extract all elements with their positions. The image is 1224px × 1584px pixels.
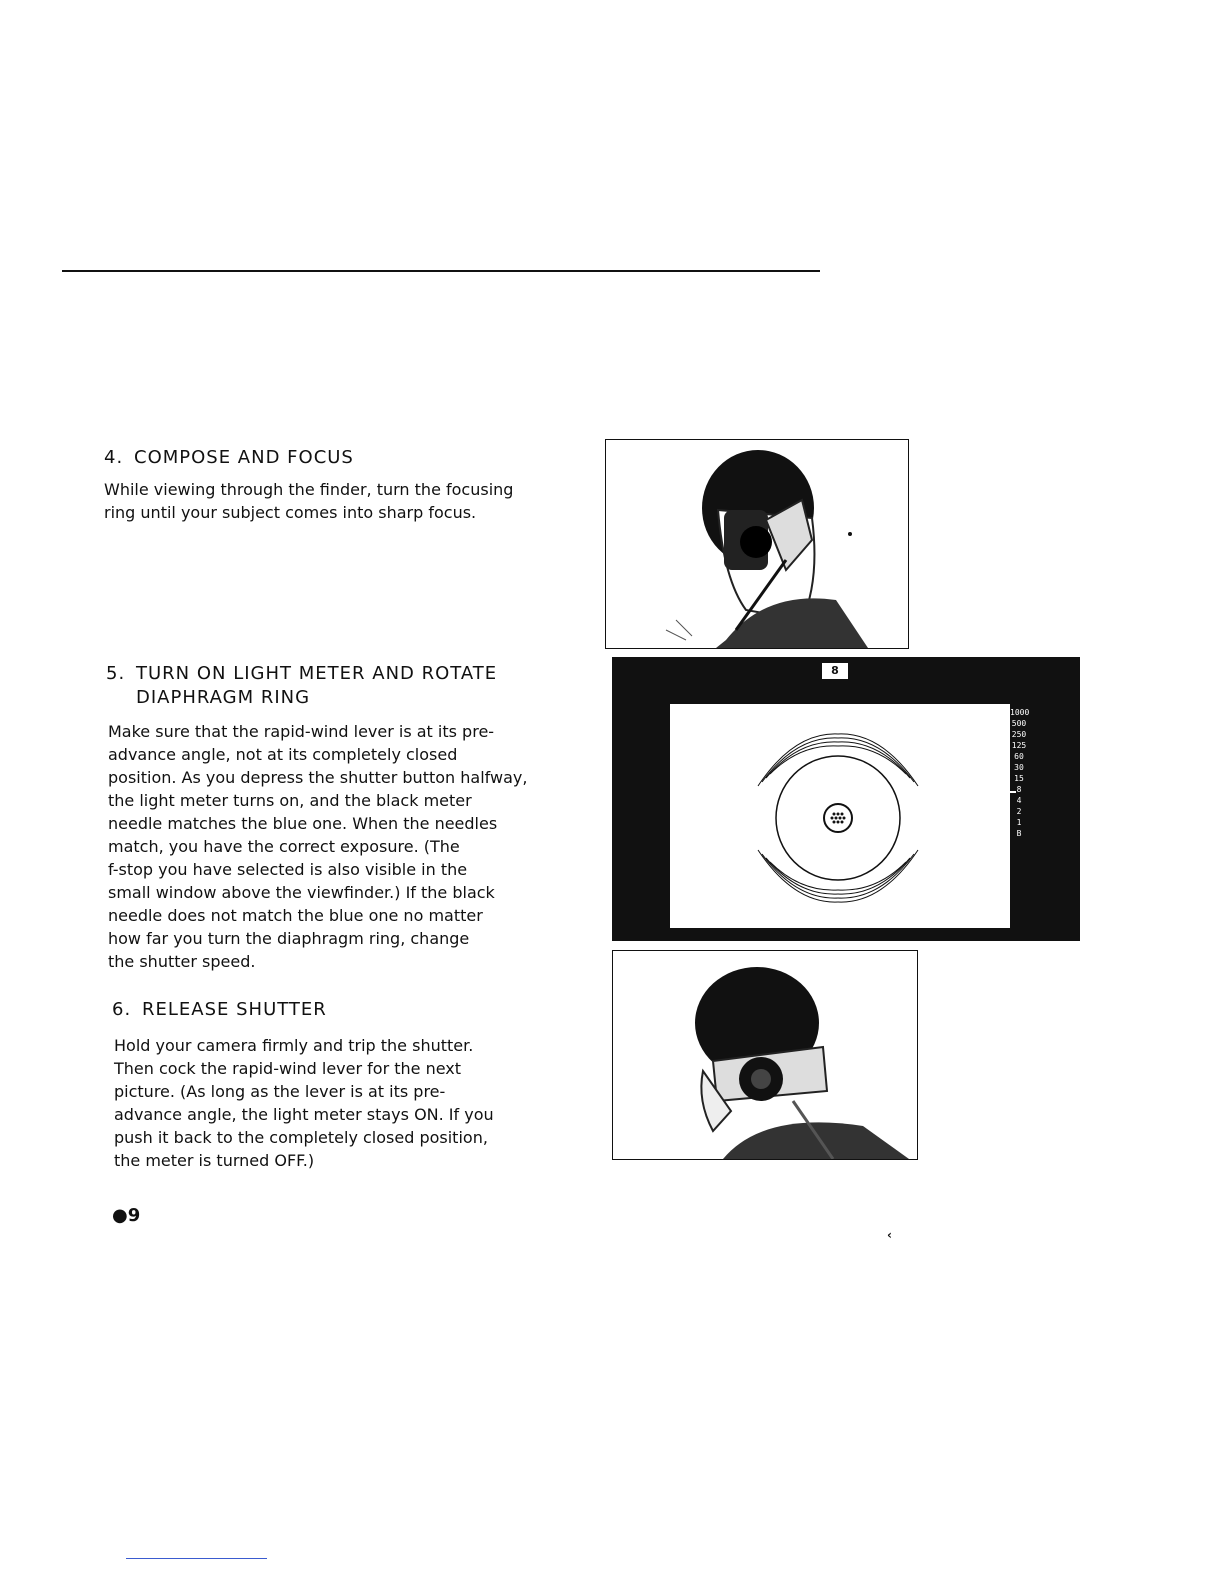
step-4-line: While viewing through the finder, turn the focusing [104, 480, 514, 499]
scale-mark: 4 [1016, 796, 1022, 805]
step-5-line: small window above the viewfinder.) If the black [108, 883, 495, 902]
shutter-speed-scale [1010, 707, 1028, 917]
focusing-screen [670, 704, 1010, 928]
corner-mark: ‹ [887, 1228, 892, 1242]
fstop-window: 8 [822, 663, 848, 679]
step-5-line: needle does not match the blue one no matter [108, 906, 483, 925]
scale-mark: 500 [1011, 719, 1027, 728]
step-5-line: match, you have the correct exposure. (The [108, 837, 460, 856]
scale-mark: 30 [1014, 763, 1024, 772]
viewfinder-diagram [612, 657, 1080, 941]
scale-mark: 8 [1016, 785, 1022, 794]
step-5-line: advance angle, not at its completely closed [108, 745, 458, 764]
step-4-heading [104, 446, 354, 470]
step-4-body [104, 478, 604, 524]
scale-mark: 1 [1016, 818, 1022, 827]
step-6-line: Then cock the rapid-wind lever for the next [114, 1059, 462, 1078]
step-6-number: 6. [112, 999, 132, 1020]
step-5-body [108, 720, 608, 973]
step-6-line: the meter is turned OFF.) [114, 1151, 315, 1170]
step-6-line: picture. (As long as the lever is at its pre- [114, 1082, 446, 1101]
scale-mark: 2 [1016, 807, 1022, 816]
step-5-line: the light meter turns on, and the black meter [108, 791, 472, 810]
photo-composing [605, 439, 909, 649]
bottom-rule [126, 1558, 267, 1559]
step-5-title-line-1: TURN ON LIGHT METER AND ROTATE [136, 663, 498, 684]
step-4-line: ring until your subject comes into sharp focus. [104, 503, 477, 522]
step-6-line: advance angle, the light meter stays ON. If you [114, 1105, 494, 1124]
step-6-line: Hold your camera firmly and trip the shutter. [114, 1036, 474, 1055]
scale-mark: 60 [1014, 752, 1024, 761]
step-6-title: RELEASE SHUTTER [142, 999, 327, 1020]
photo-releasing [612, 950, 918, 1160]
step-5-line: f-stop you have selected is also visible in the [108, 860, 468, 879]
step-6-body [114, 1034, 614, 1172]
step-6-line: push it back to the completely closed position, [114, 1128, 488, 1147]
photo-composing-illustration [606, 440, 908, 648]
step-5-heading [106, 662, 497, 710]
step-6-heading [112, 998, 327, 1022]
step-5-number: 5. [106, 663, 126, 684]
scale-mark: 1000 [1010, 708, 1030, 717]
scale-mark: 250 [1011, 730, 1027, 739]
step-5-line: the shutter speed. [108, 952, 256, 971]
scale-mark: 15 [1014, 774, 1024, 783]
step-4-number: 4. [104, 447, 124, 468]
photo-releasing-illustration [613, 951, 917, 1159]
step-5-title-line-2: DIAPHRAGM RING [136, 687, 311, 708]
step-5-line: how far you turn the diaphragm ring, change [108, 929, 470, 948]
step-4-title: COMPOSE AND FOCUS [134, 447, 354, 468]
viewfinder-window [670, 704, 1010, 928]
step-5-line: needle matches the blue one. When the needles [108, 814, 498, 833]
scale-mark: 125 [1011, 741, 1027, 750]
page-number: ●9 [112, 1205, 141, 1226]
meter-needle [986, 791, 1016, 793]
step-5-line: position. As you depress the shutter button halfway, [108, 768, 528, 787]
step-5-line: Make sure that the rapid-wind lever is at its pre- [108, 722, 495, 741]
top-rule [62, 270, 820, 272]
scale-mark: B [1016, 829, 1022, 838]
